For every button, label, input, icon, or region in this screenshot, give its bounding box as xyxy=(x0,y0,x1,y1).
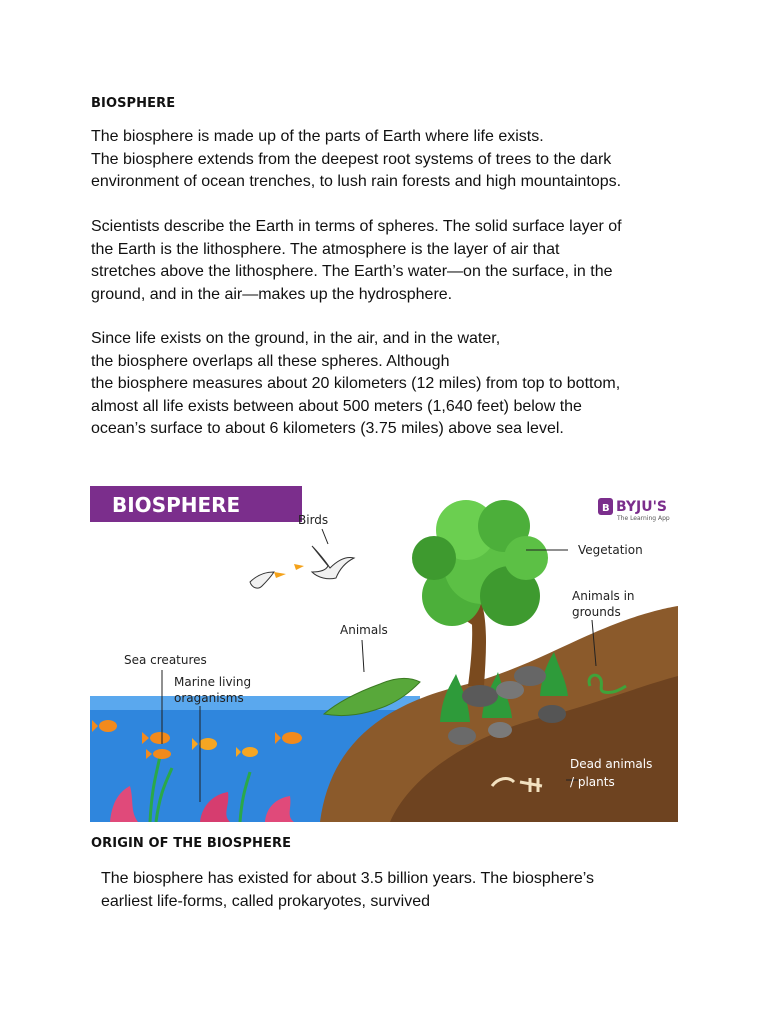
text-line: The biosphere is made up of the parts of Earth where life exists. xyxy=(91,128,544,145)
text-line: Since life exists on the ground, in the air, and in the water, xyxy=(91,330,501,347)
label-animals: Animals xyxy=(340,623,388,637)
label-sea-creatures: Sea creatures xyxy=(124,653,207,667)
label-vegetation: Vegetation xyxy=(578,543,643,557)
section-heading-origin: ORIGIN OF THE BIOSPHERE xyxy=(91,836,292,851)
label-dead-animals-plants: / plants xyxy=(570,775,615,789)
label-animals-in-grounds: Animals in xyxy=(572,589,635,603)
label-animals-in-grounds: grounds xyxy=(572,605,621,619)
text-line: earliest life-forms, called prokaryotes, survived xyxy=(101,892,431,910)
paragraph-spheres xyxy=(91,216,711,306)
text-line: The biosphere extends from the deepest root systems of trees to the dark xyxy=(91,150,612,168)
text-line: the Earth is the lithosphere. The atmosphere is the layer of air that xyxy=(91,240,560,258)
text-line: ground, and in the air—makes up the hydrosphere. xyxy=(91,285,453,303)
text-line: the biosphere overlaps all these spheres. Although xyxy=(91,352,450,370)
label-marine-living-organisms: oraganisms xyxy=(174,691,244,705)
paragraph-extent xyxy=(91,328,711,441)
text-line: environment of ocean trenches, to lush rain forests and high mountaintops. xyxy=(91,173,622,190)
biosphere-illustration xyxy=(90,486,678,822)
banner-title: BIOSPHERE xyxy=(112,493,241,517)
paragraph-origin xyxy=(101,868,721,913)
text-line: The biosphere has existed for about 3.5 billion years. The biosphere’s xyxy=(101,870,595,887)
svg-text:B: B xyxy=(602,503,610,514)
label-dead-animals-plants: Dead animals xyxy=(570,757,653,771)
section-heading-biosphere: BIOSPHERE xyxy=(91,96,176,111)
birds-icon xyxy=(250,546,354,588)
text-line: Scientists describe the Earth in terms of spheres. The solid surface layer of xyxy=(91,218,622,235)
paragraph-definition xyxy=(91,126,711,194)
label-birds: Birds xyxy=(298,513,329,527)
text-line: the biosphere measures about 20 kilometers (12 miles) from top to bottom, xyxy=(91,375,621,392)
text-line: stretches above the lithosphere. The Earth’s water—on the surface, in the xyxy=(91,263,613,280)
logo-tagline: The Learning App xyxy=(617,515,670,522)
label-marine-living-organisms: Marine living xyxy=(174,675,252,689)
logo-text: BYJU'S xyxy=(616,499,667,515)
text-line: almost all life exists between about 500 meters (1,640 feet) below the xyxy=(91,397,582,415)
text-line: ocean’s surface to about 6 kilometers (3.75 miles) above sea level. xyxy=(91,420,564,437)
